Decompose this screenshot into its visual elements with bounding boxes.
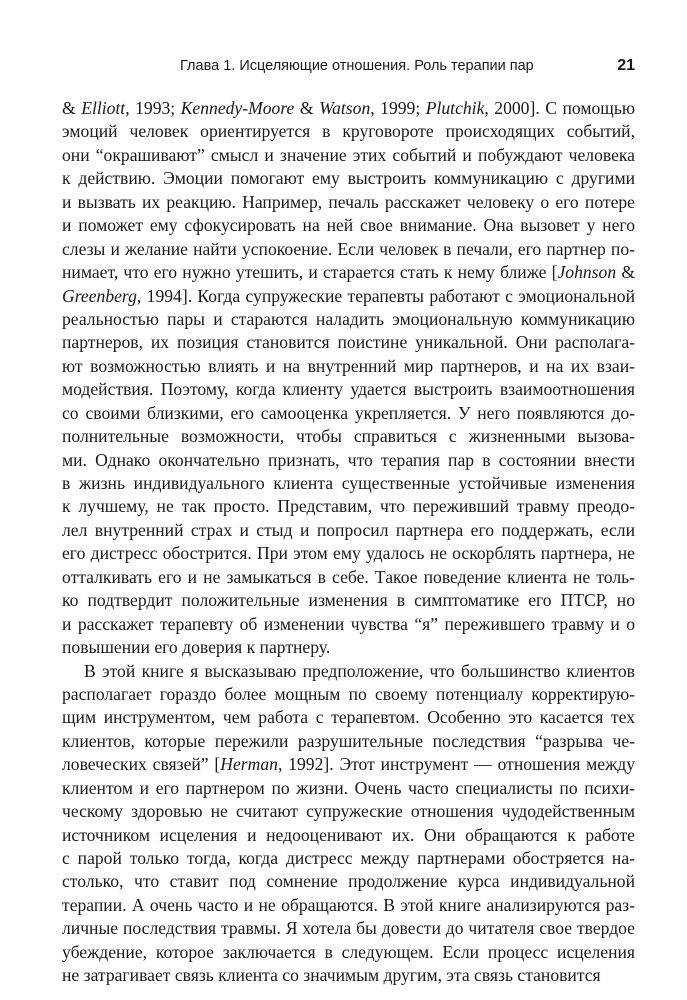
text-run: в жизнь индивидуального клиента существенные устойчивые изменения bbox=[62, 473, 635, 493]
text-run: , 1994]. Когда супружеские терапевты работают с эмоциональной bbox=[136, 285, 635, 306]
running-title: Глава 1. Исцеляющие отношения. Роль терапии пар bbox=[180, 58, 534, 74]
text-line bbox=[62, 331, 635, 354]
text-line bbox=[62, 120, 635, 143]
text-line bbox=[62, 660, 635, 683]
text-run: личные последствия травмы. Я хотела бы довести до читателя свое твердое bbox=[62, 918, 635, 939]
text-line bbox=[62, 378, 635, 401]
text-run: к действию. Эмоции помогают ему выстроить коммуникацию с другими bbox=[62, 168, 635, 189]
text-line bbox=[62, 495, 635, 518]
text-run: ловеческих связей” [ bbox=[62, 754, 221, 775]
text-line bbox=[62, 355, 635, 378]
text-run: нимает, что его нужно утешить, и старается стать к нему ближе [ bbox=[62, 262, 558, 283]
text-run: и поможет ему сфокусировать на ней свое внимание. Она вызовет у него bbox=[62, 215, 635, 236]
text-run: ко подтвердит положительные изменения в симптоматике его ПТСР, но bbox=[62, 590, 635, 611]
paragraph bbox=[62, 660, 635, 988]
text-run: , 1992]. Этот инструмент — отношения между bbox=[277, 754, 635, 775]
text-line bbox=[62, 402, 635, 425]
text-line bbox=[62, 941, 635, 964]
text-line bbox=[62, 167, 635, 190]
text-run: & bbox=[62, 98, 82, 118]
text-line bbox=[62, 753, 635, 776]
text-line bbox=[62, 261, 635, 284]
running-head bbox=[62, 54, 635, 78]
text-line bbox=[62, 683, 635, 706]
text-run: эмоций человек ориентируется в круговороте происходящих событий, bbox=[62, 121, 635, 142]
text-line bbox=[62, 706, 635, 729]
text-line bbox=[62, 97, 635, 120]
paragraph bbox=[62, 97, 635, 660]
text-line bbox=[62, 870, 635, 893]
text-run: клиентом и его партнером по жизни. Очень часто специалисты по психи- bbox=[62, 777, 635, 798]
text-run: лел внутренний страх и стыд и попросил партнера его поддержать, если bbox=[62, 519, 635, 540]
text-run: , 1999; bbox=[370, 98, 426, 118]
text-run: ческому здоровью не считают супружеские отношения чудодейственным bbox=[62, 801, 635, 822]
italic-citation: Elliott bbox=[81, 98, 126, 118]
text-run: реальностью пары и стараются наладить эмоциональную коммуникацию bbox=[62, 308, 635, 329]
text-line bbox=[62, 191, 635, 214]
text-run: с парой только тогда, когда дистресс между партнерами обостряется на- bbox=[62, 848, 635, 868]
text-run: , 2000]. С помощью bbox=[484, 98, 635, 118]
text-run: столько, что ставит под сомнение продолжение курса индивидуальной bbox=[62, 871, 635, 892]
italic-citation: Johnson bbox=[557, 262, 617, 283]
italic-citation: Kennedy-Moore bbox=[180, 98, 295, 118]
text-line bbox=[62, 472, 635, 495]
text-line bbox=[62, 144, 635, 167]
italic-citation: Greenberg bbox=[62, 285, 137, 306]
text-run: к лучшему, не так просто. Представим, что переживший травму преодо- bbox=[62, 496, 635, 517]
text-line bbox=[62, 449, 635, 472]
text-run: повышении его доверия к партнеру. bbox=[62, 637, 331, 658]
text-run: модействия. Поэтому, когда клиенту удается выстроить взаимоотношения bbox=[62, 379, 635, 400]
text-line bbox=[62, 917, 635, 940]
text-run: ют возможностью влиять и на внутренний мир партнеров, и на их взаи- bbox=[62, 355, 635, 376]
text-line bbox=[62, 285, 635, 308]
text-run: & bbox=[294, 98, 320, 118]
text-line bbox=[62, 964, 635, 987]
text-run: слезы и желание найти успокоение. Если человек в печали, его партнер по- bbox=[62, 238, 635, 259]
text-line bbox=[62, 613, 635, 636]
text-run: терапии. А очень часто и не обращаются. В этой книге анализируются раз- bbox=[62, 894, 635, 915]
text-run: они “окрашивают” смысл и значение этих событий и побуждают человека bbox=[62, 144, 635, 165]
text-line bbox=[62, 730, 635, 753]
text-line bbox=[62, 308, 635, 331]
text-run: убеждение, которое заключается в следующем. Если процесс исцеления bbox=[62, 941, 635, 962]
italic-citation: Watson bbox=[319, 98, 371, 118]
italic-citation: Herman bbox=[220, 754, 278, 775]
body-text bbox=[62, 97, 635, 988]
italic-citation: Plutchik bbox=[425, 98, 485, 118]
text-line bbox=[62, 824, 635, 847]
text-run: ми. Однако окончательно признать, что терапия пар в состоянии внести bbox=[62, 449, 635, 470]
text-line bbox=[62, 214, 635, 237]
text-run: В этой книге я высказываю предположение, что большинство клиентов bbox=[84, 660, 635, 681]
text-line bbox=[62, 894, 635, 917]
text-line bbox=[62, 519, 635, 542]
text-run: и вызвать их реакцию. Например, печаль расскажет человеку о его потере bbox=[62, 191, 635, 212]
text-line bbox=[62, 589, 635, 612]
text-run: не затрагивает связь клиента со значимым другим, эта связь становится bbox=[62, 965, 601, 986]
text-line bbox=[62, 777, 635, 800]
text-run: со своими близкими, его самооценка укрепляется. У него появляются до- bbox=[62, 402, 635, 423]
text-run: клиентов, которые пережили разрушительные последствия “разрыва че- bbox=[62, 730, 635, 751]
text-line bbox=[62, 238, 635, 261]
text-run: его дистресс обострится. При этом ему удалось не оскорблять партнера, не bbox=[62, 543, 635, 564]
text-run: полнительные возможности, чтобы справиться с жизненными вызова- bbox=[62, 426, 635, 447]
text-run: , 1993; bbox=[125, 98, 181, 118]
text-line bbox=[62, 542, 635, 565]
text-run: источником исцеления и недооценивают их. Они обращаются к работе bbox=[62, 824, 635, 845]
text-line bbox=[62, 425, 635, 448]
text-run: отталкивать его и не замыкаться в себе. Такое поведение клиента не толь- bbox=[62, 566, 635, 587]
text-run: и расскажет терапевту об изменении чувства “я” пережившего травму и о bbox=[62, 613, 635, 634]
text-run: & bbox=[616, 262, 635, 283]
text-line bbox=[62, 566, 635, 589]
text-run: располагает гораздо более мощным по своему потенциалу корректирую- bbox=[62, 683, 635, 704]
text-line bbox=[62, 847, 635, 870]
page-number: 21 bbox=[617, 57, 635, 74]
text-run: щим инструментом, чем работа с терапевтом. Особенно это касается тех bbox=[62, 707, 635, 728]
text-line bbox=[62, 636, 635, 659]
text-line bbox=[62, 800, 635, 823]
text-run: партнеров, их позиция становится поистине уникальной. Они располага- bbox=[62, 332, 635, 353]
